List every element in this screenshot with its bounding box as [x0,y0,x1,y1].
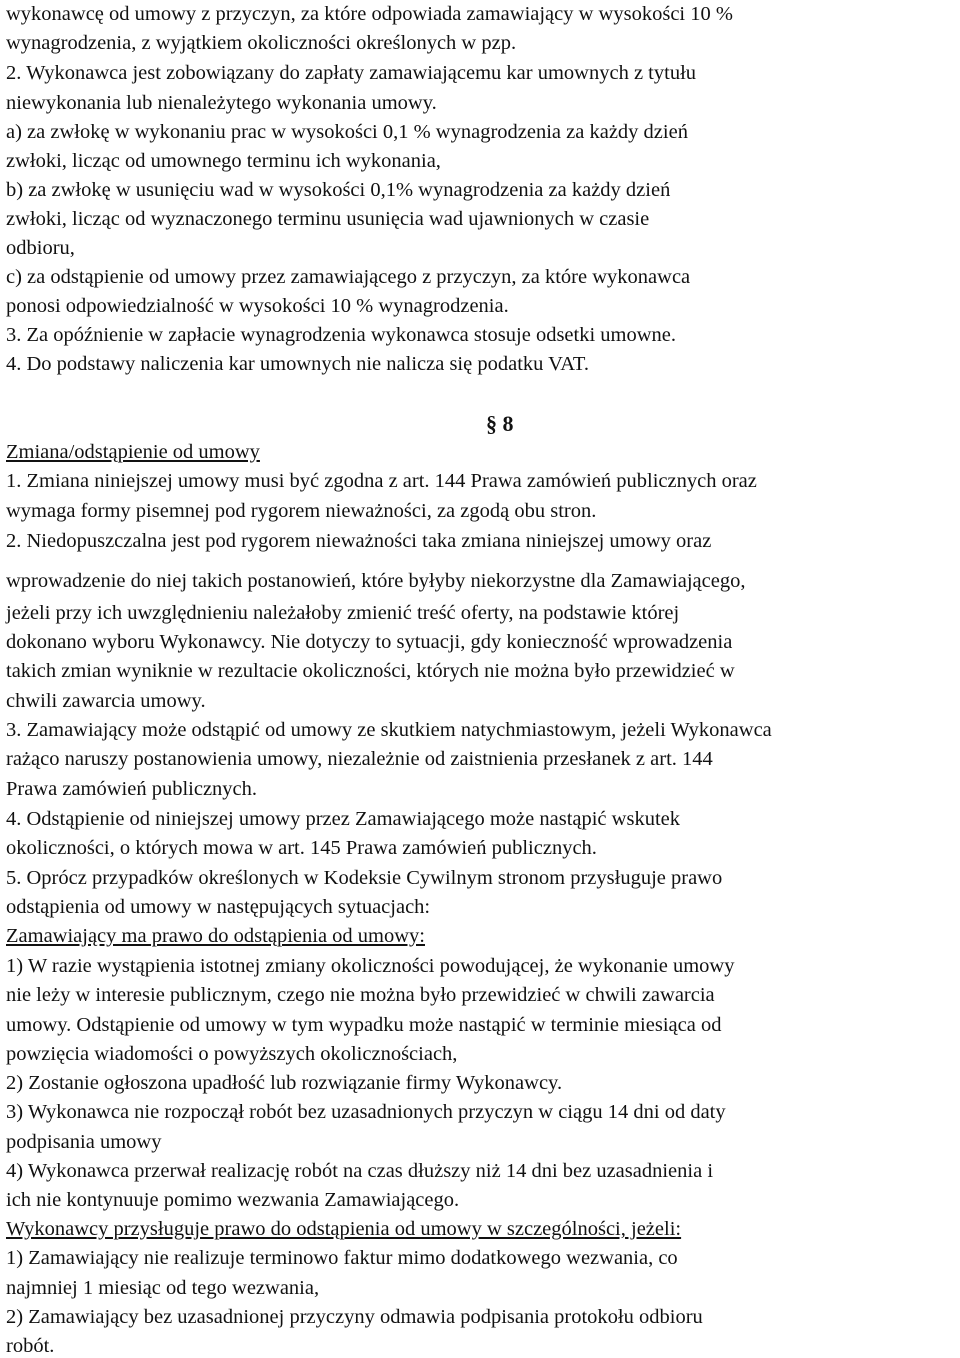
text-line: robót. [6,1335,55,1357]
text-line: 2. Niedopuszczalna jest pod rygorem nieważności taka zmiana niniejszej umowy oraz [6,530,712,552]
text-line: 2) Zamawiający bez uzasadnionej przyczyny odmawia podpisania protokołu odbioru [6,1306,703,1328]
text-line: najmniej 1 miesiąc od tego wezwania, [6,1277,320,1299]
text-line: wymaga formy pisemnej pod rygorem nieważności, za zgodą obu stron. [6,500,597,522]
text-line: dokonano wyboru Wykonawcy. Nie dotyczy to sytuacji, gdy konieczność wprowadzenia [6,631,733,653]
text-line: 4. Odstąpienie od niniejszej umowy przez Zamawiającego może nastąpić wskutek [6,808,680,830]
text-line: Prawa zamówień publicznych. [6,778,258,800]
text-line: zwłoki, licząc od wyznaczonego terminu usunięcia wad ujawnionych w czasie [6,208,650,230]
subsection-title: Zamawiający ma prawo do odstąpienia od umowy: [6,925,425,947]
text-line: 1. Zmiana niniejszej umowy musi być zgodna z art. 144 Prawa zamówień publicznych oraz [6,470,757,492]
text-line: 1) Zamawiający nie realizuje terminowo faktur mimo dodatkowego wezwania, co [6,1247,678,1269]
text-line: zwłoki, licząc od umownego terminu ich wykonania, [6,150,441,172]
text-line: 3. Za opóźnienie w zapłacie wynagrodzenia wykonawca stosuje odsetki umowne. [6,324,677,346]
text-line: 4) Wykonawca przerwał realizację robót na czas dłuższy niż 14 dni bez uzasadnienia i [6,1160,714,1182]
text-line: odbioru, [6,237,75,259]
text-line: wprowadzenie do niej takich postanowień, które byłyby niekorzystne dla Zamawiającego, [6,570,746,592]
text-line: 2) Zostanie ogłoszona upadłość lub rozwiązanie firmy Wykonawcy. [6,1072,563,1094]
subsection-title: Wykonawcy przysługuje prawo do odstąpienia od umowy w szczególności, jeżeli: [6,1218,682,1240]
text-line: b) za zwłokę w usunięciu wad w wysokości 0,1% wynagrodzenia za każdy dzień [6,179,671,201]
text-line: umowy. Odstąpienie od umowy w tym wypadku może nastąpić w terminie miesiąca od [6,1014,722,1036]
text-line: wykonawcę od umowy z przyczyn, za które odpowiada zamawiający w wysokości 10 % [6,3,733,25]
text-line: 5. Oprócz przypadków określonych w Kodeksie Cywilnym stronom przysługuje prawo [6,867,723,889]
text-line: 3) Wykonawca nie rozpoczął robót bez uzasadnionych przyczyn w ciągu 14 dni od daty [6,1101,726,1123]
text-line: jeżeli przy ich uwzględnieniu należałoby zmienić treść oferty, na podstawie której [6,602,680,624]
text-line: 1) W razie wystąpienia istotnej zmiany okoliczności powodującej, że wykonanie umowy [6,955,735,977]
text-line: 3. Zamawiający może odstąpić od umowy ze skutkiem natychmiastowym, jeżeli Wykonawca [6,719,772,741]
text-line: ponosi odpowiedzialność w wysokości 10 % wynagrodzenia. [6,295,509,317]
text-line: nie leży w interesie publicznym, czego nie można było przewidzieć w chwili zawarcia [6,984,715,1006]
text-line: takich zmian wyniknie w rezultacie okoliczności, których nie można było przewidzieć w [6,660,735,682]
text-line: rażąco naruszy postanowienia umowy, niezależnie od zaistnienia przesłanek z art. 144 [6,748,713,770]
section-title: Zmiana/odstąpienie od umowy [6,441,260,463]
text-line: chwili zawarcia umowy. [6,690,206,712]
text-line: okoliczności, o których mowa w art. 145 Prawa zamówień publicznych. [6,837,597,859]
text-line: wynagrodzenia, z wyjątkiem okoliczności określonych w pzp. [6,32,517,54]
text-line: powzięcia wiadomości o powyższych okolicznościach, [6,1043,458,1065]
text-line: podpisania umowy [6,1131,162,1153]
text-line: 2. Wykonawca jest zobowiązany do zapłaty zamawiającemu kar umownych z tytułu [6,62,697,84]
text-line: niewykonania lub nienależytego wykonania umowy. [6,92,437,114]
text-line: ich nie kontynuuje pomimo wezwania Zamawiającego. [6,1189,460,1211]
text-line: c) za odstąpienie od umowy przez zamawiającego z przyczyn, za które wykonawca [6,266,691,288]
text-line: a) za zwłokę w wykonaniu prac w wysokości 0,1 % wynagrodzenia za każdy dzień [6,121,688,143]
text-line: odstąpienia od umowy w następujących sytuacjach: [6,896,431,918]
section-heading: § 8 [486,411,514,436]
text-line: 4. Do podstawy naliczenia kar umownych nie nalicza się podatku VAT. [6,353,589,375]
